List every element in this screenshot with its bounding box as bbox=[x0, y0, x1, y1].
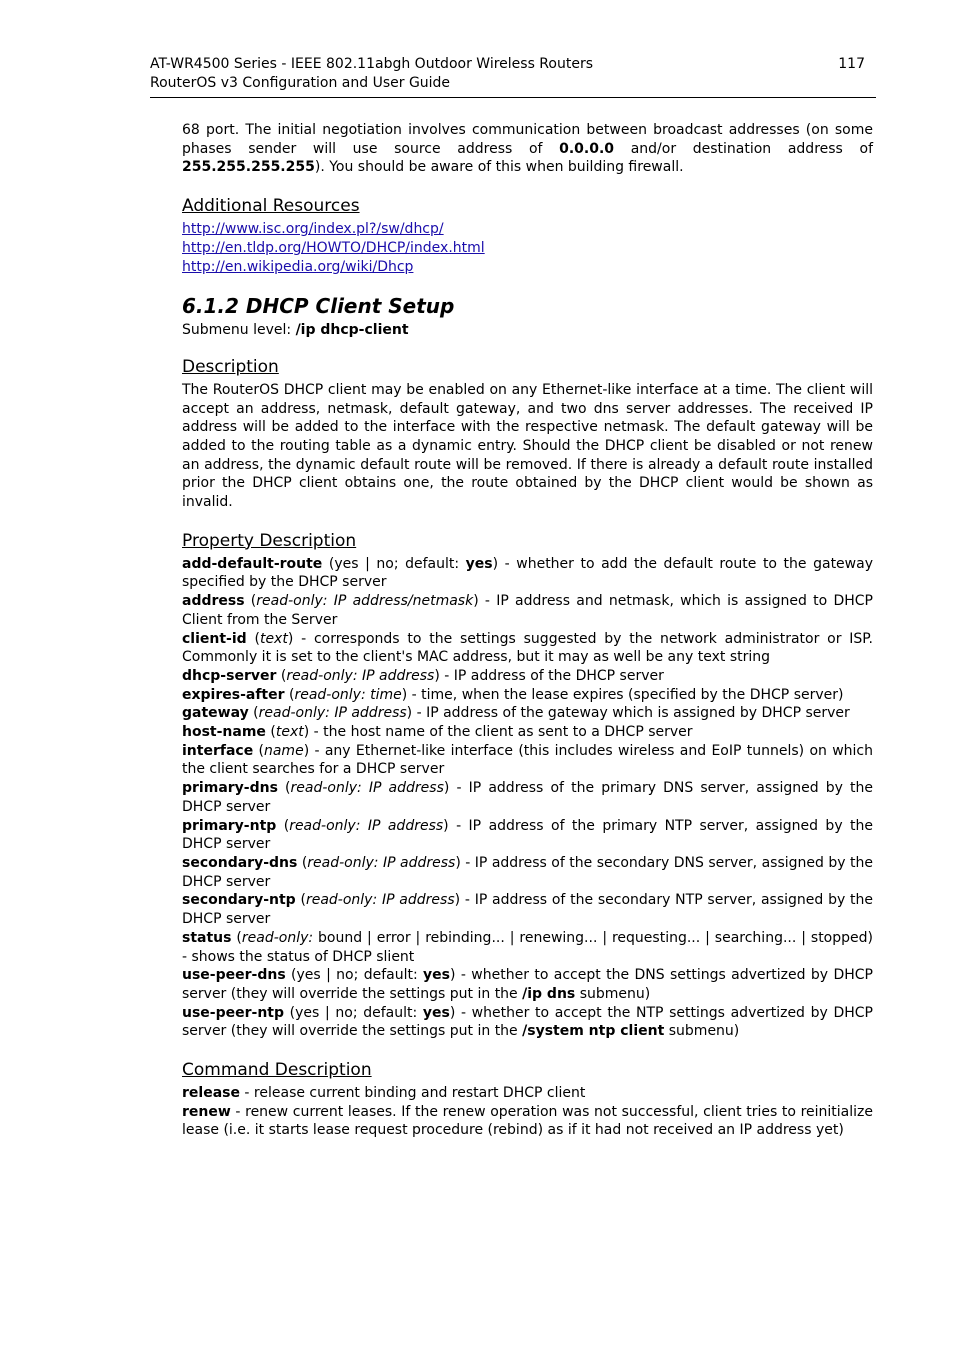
property-text: (yes | no; default: bbox=[284, 1004, 423, 1021]
property-text: ) - corresponds to the settings suggested by the network administrator or ISP. Commonly it is set to the client's MAC address, but it may as well be any text string bbox=[182, 630, 873, 666]
property-text: ) - whether to accept the NTP settings advertized by DHCP server (they will override the settings put in the bbox=[182, 1004, 873, 1040]
property-name: dhcp-server bbox=[182, 667, 277, 684]
property-type: read-only: IP address bbox=[286, 667, 435, 684]
property-item bbox=[182, 704, 873, 723]
property-text: ( bbox=[244, 593, 257, 610]
header-divider bbox=[150, 97, 876, 98]
property-type: read-only: IP address bbox=[307, 854, 456, 871]
resource-link-isc[interactable]: http://www.isc.org/index.pl?/sw/dhcp/ bbox=[182, 221, 444, 238]
property-text: ) - IP address of the primary NTP server, assigned by the DHCP server bbox=[182, 817, 874, 853]
command-list bbox=[182, 1084, 873, 1140]
property-default: yes bbox=[422, 1004, 450, 1021]
property-text: ( bbox=[297, 854, 308, 871]
header-title: AT-WR4500 Series - IEEE 802.11abgh Outdoor Wireless Routers bbox=[150, 56, 593, 72]
page-number: 117 bbox=[838, 56, 865, 72]
header-subtitle: RouterOS v3 Configuration and User Guide bbox=[150, 75, 451, 91]
property-item bbox=[182, 966, 873, 1003]
property-text: submenu) bbox=[664, 1023, 740, 1040]
command-item bbox=[182, 1084, 873, 1103]
property-text: ) - whether to add the default route to the gateway specified by the DHCP server bbox=[182, 555, 873, 591]
intro-text-3: ). You should be aware of this when building firewall. bbox=[314, 159, 684, 176]
property-text: ( bbox=[246, 630, 260, 647]
property-item bbox=[182, 854, 873, 891]
property-name: host-name bbox=[182, 724, 266, 741]
additional-resources-heading: Additional Resources bbox=[182, 196, 360, 217]
property-name: secondary-ntp bbox=[182, 892, 296, 909]
property-text: ) - IP address of the gateway which is assigned by DHCP server bbox=[406, 705, 850, 722]
property-name: use-peer-ntp bbox=[182, 1004, 285, 1021]
property-description-heading: Property Description bbox=[182, 530, 357, 551]
property-submenu: /system ntp client bbox=[522, 1023, 665, 1040]
property-text: ) - IP address of the secondary DNS server, assigned by the DHCP server bbox=[182, 854, 873, 890]
property-text: (yes | no; default: bbox=[285, 967, 424, 984]
section-title: 6.1.2 DHCP Client Setup bbox=[182, 294, 455, 319]
resource-link-tldp[interactable]: http://en.tldp.org/HOWTO/DHCP/index.html bbox=[182, 240, 485, 257]
property-text: ( bbox=[248, 705, 259, 722]
property-name: add-default-route bbox=[182, 555, 323, 572]
property-type: read-only: IP address/netmask bbox=[256, 593, 474, 610]
property-name: primary-ntp bbox=[182, 817, 277, 834]
property-item bbox=[182, 1004, 873, 1041]
property-type: read-only: time bbox=[294, 686, 402, 703]
property-item bbox=[182, 779, 873, 816]
property-text: ( bbox=[265, 724, 276, 741]
property-text: ( bbox=[231, 929, 242, 946]
property-type: text bbox=[275, 724, 304, 741]
intro-paragraph bbox=[182, 121, 873, 177]
property-submenu: /ip dns bbox=[522, 985, 576, 1002]
intro-text-1: 68 port. The initial negotiation involves communication between broadcast addresses (on some phases sender will use source address of bbox=[182, 122, 873, 157]
property-text: ( bbox=[284, 686, 295, 703]
resource-link-wikipedia[interactable]: http://en.wikipedia.org/wiki/Dhcp bbox=[182, 259, 414, 276]
page-header bbox=[150, 55, 875, 93]
command-item bbox=[182, 1103, 873, 1140]
property-name: expires-after bbox=[182, 686, 285, 703]
property-item bbox=[182, 630, 873, 667]
property-type: read-only: IP address bbox=[258, 705, 407, 722]
command-name: release bbox=[182, 1085, 240, 1102]
property-text: (yes | no; default: bbox=[322, 555, 466, 572]
property-item bbox=[182, 891, 873, 928]
property-type: read-only: bbox=[241, 929, 314, 946]
property-name: status bbox=[182, 929, 232, 946]
resource-links bbox=[182, 220, 873, 277]
intro-source-address: 0.0.0.0 bbox=[559, 140, 615, 157]
command-name: renew bbox=[182, 1103, 231, 1120]
property-name: client-id bbox=[182, 630, 247, 647]
property-text: ) - whether to accept the DNS settings advertized by DHCP server (they will override the settings put in the bbox=[182, 967, 873, 1002]
intro-text-2: and/or destination address of bbox=[614, 140, 873, 157]
property-default: yes bbox=[465, 555, 493, 572]
property-name: interface bbox=[182, 742, 254, 759]
property-text: ( bbox=[276, 817, 290, 834]
property-text: submenu) bbox=[575, 985, 651, 1002]
property-item bbox=[182, 686, 873, 705]
property-name: gateway bbox=[182, 705, 249, 722]
property-item bbox=[182, 929, 873, 966]
property-name: primary-dns bbox=[182, 780, 278, 797]
property-text: ) - any Ethernet-like interface (this includes wireless and EoIP tunnels) on which the client searches for a DHCP server bbox=[182, 742, 873, 778]
property-text: ) - IP address of the primary DNS server, assigned by the DHCP server bbox=[182, 780, 873, 815]
property-text: ) - the host name of the client as sent to a DHCP server bbox=[303, 724, 693, 741]
page-content bbox=[182, 121, 873, 1140]
property-type: text bbox=[259, 630, 288, 647]
command-text: - release current binding and restart DHCP client bbox=[239, 1085, 586, 1102]
property-text: ( bbox=[295, 892, 306, 909]
property-type: name bbox=[263, 742, 304, 759]
property-type: read-only: IP address bbox=[305, 892, 455, 909]
property-text: ( bbox=[277, 780, 291, 797]
property-text: ( bbox=[253, 742, 264, 759]
submenu-label: Submenu level: bbox=[182, 322, 296, 339]
property-name: use-peer-dns bbox=[182, 967, 286, 984]
property-name: secondary-dns bbox=[182, 854, 298, 871]
property-type: read-only: IP address bbox=[290, 780, 444, 797]
property-text: ( bbox=[276, 667, 287, 684]
property-item bbox=[182, 742, 873, 779]
property-type: read-only: IP address bbox=[289, 817, 444, 834]
property-item bbox=[182, 817, 873, 854]
property-text: ) - time, when the lease expires (specified by the DHCP server) bbox=[401, 686, 844, 703]
submenu-path: /ip dhcp-client bbox=[295, 322, 409, 339]
property-text: ) - IP address of the secondary NTP server, assigned by the DHCP server bbox=[182, 892, 874, 928]
command-text: - renew current leases. If the renew operation was not successful, client tries to reinitialize lease (i.e. it starts lease request procedure (rebind) as if it had not received an IP address yet) bbox=[182, 1103, 873, 1139]
property-item bbox=[182, 667, 873, 686]
property-default: yes bbox=[423, 967, 451, 984]
property-name: address bbox=[182, 593, 245, 610]
property-item bbox=[182, 723, 873, 742]
property-text: ) - IP address and netmask, which is assigned to DHCP Client from the Server bbox=[182, 593, 873, 628]
submenu-level bbox=[182, 321, 873, 340]
command-description-heading: Command Description bbox=[182, 1060, 372, 1081]
property-list bbox=[182, 555, 873, 1041]
description-heading: Description bbox=[182, 356, 279, 377]
property-text: bound | error | rebinding... | renewing... | requesting... | searching... | stopped) - shows the status of DHCP slient bbox=[182, 929, 873, 965]
property-item bbox=[182, 555, 873, 592]
property-item bbox=[182, 592, 873, 629]
property-text: ) - IP address of the DHCP server bbox=[434, 667, 664, 684]
intro-destination-address: 255.255.255.255 bbox=[182, 159, 315, 176]
description-text: The RouterOS DHCP client may be enabled on any Ethernet-like interface at a time. The client will accept an address, netmask, default gateway, and two dns server addresses. The received IP address will be added to the interface with the respective netmask. The default gateway will be added to the routing table as a dynamic entry. Should the DHCP client be disabled or not renew an address, the dynamic default route will be removed. If there is already a default route installed prior the DHCP client obtains one, the route obtained by the DHCP client would be shown as invalid. bbox=[182, 381, 873, 511]
